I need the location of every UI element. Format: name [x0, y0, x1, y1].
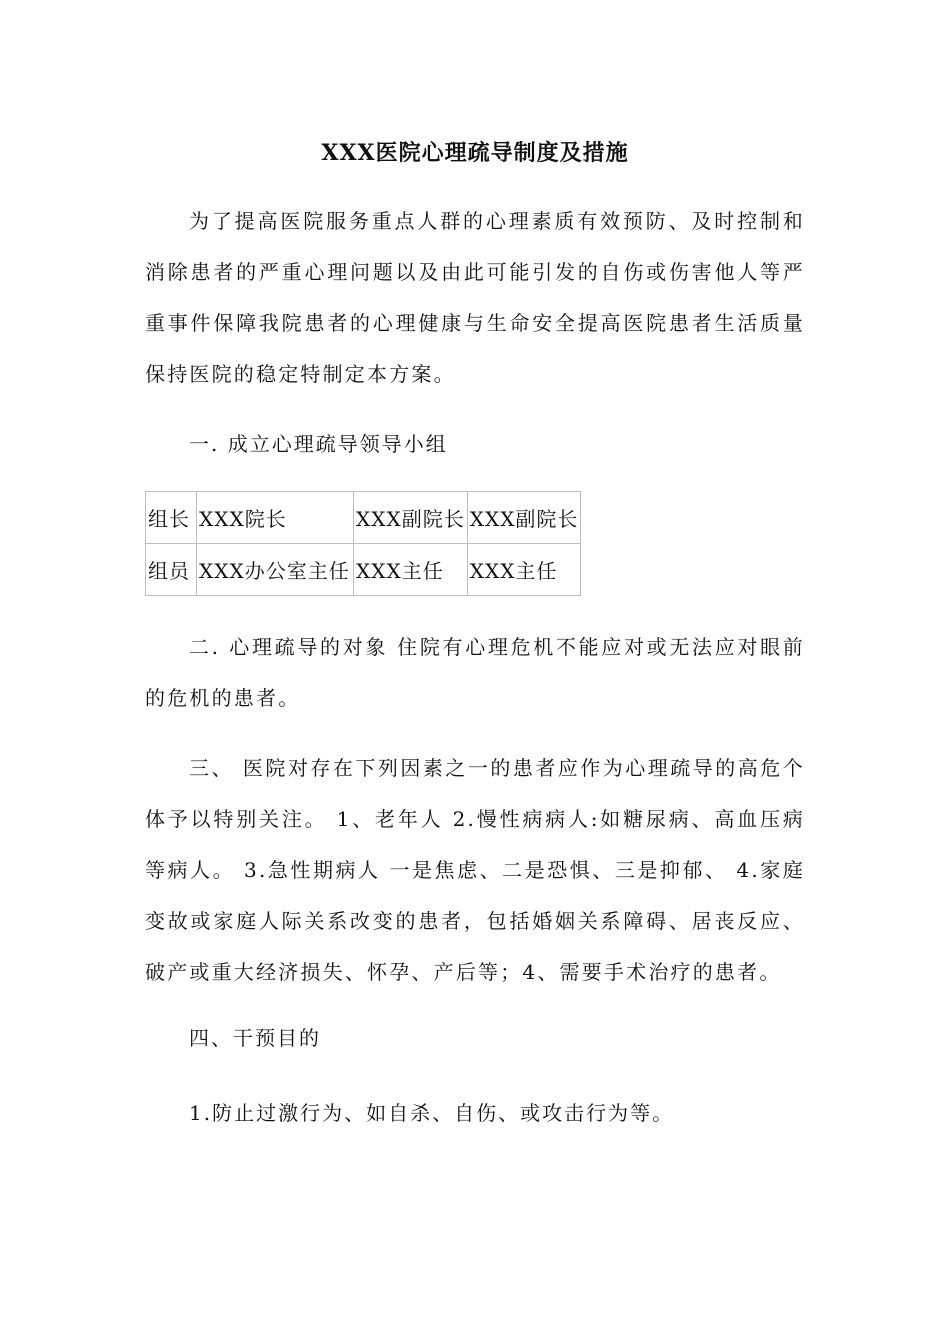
table-cell: 组长 [146, 492, 197, 544]
table-cell: XXX主任 [354, 544, 468, 596]
table-cell: 组员 [146, 544, 197, 596]
section2-paragraph: 二. 心理疏导的对象 住院有心理危机不能应对或无法应对眼前的危机的患者。 [145, 635, 805, 710]
table-row [146, 492, 581, 544]
section3-paragraph: 三、 医院对存在下列因素之一的患者应作为心理疏导的高危个体予以特别关注。 1、老年人 2.慢性病病人:如糖尿病、高血压病等病人。 3.急性期病人 一是焦虑、二是恐惧、三是抑郁、 4.家庭变故或家庭人际关系改变的患者，包括婚姻关系障碍、居丧反应、破产或重大经济损失、怀孕、产后等；4、需要手术治疗的患者。 [145, 756, 805, 984]
document-title: XXX医院心理疏导制度及措施 [321, 140, 629, 166]
table-cell: XXX院长 [197, 492, 354, 544]
table-cell: XXX办公室主任 [197, 544, 354, 596]
section4-heading: 四、干预目的 [189, 1026, 321, 1050]
table-cell: XXX副院长 [467, 492, 581, 544]
table-cell: XXX主任 [467, 544, 581, 596]
table-cell: XXX副院长 [354, 492, 468, 544]
intro-paragraph: 为了提高医院服务重点人群的心理素质有效预防、及时控制和消除患者的严重心理问题以及由此可能引发的自伤或伤害他人等严重事件保障我院患者的心理健康与生命安全提高医院患者生活质量保持医院的稳定特制定本方案。 [145, 209, 805, 386]
section1-heading: 一. 成立心理疏导领导小组 [189, 432, 448, 456]
leadership-table [145, 491, 581, 596]
section4-item1: 1.防止过激行为、如自杀、自伤、或攻击行为等。 [189, 1101, 675, 1125]
table-row [146, 544, 581, 596]
